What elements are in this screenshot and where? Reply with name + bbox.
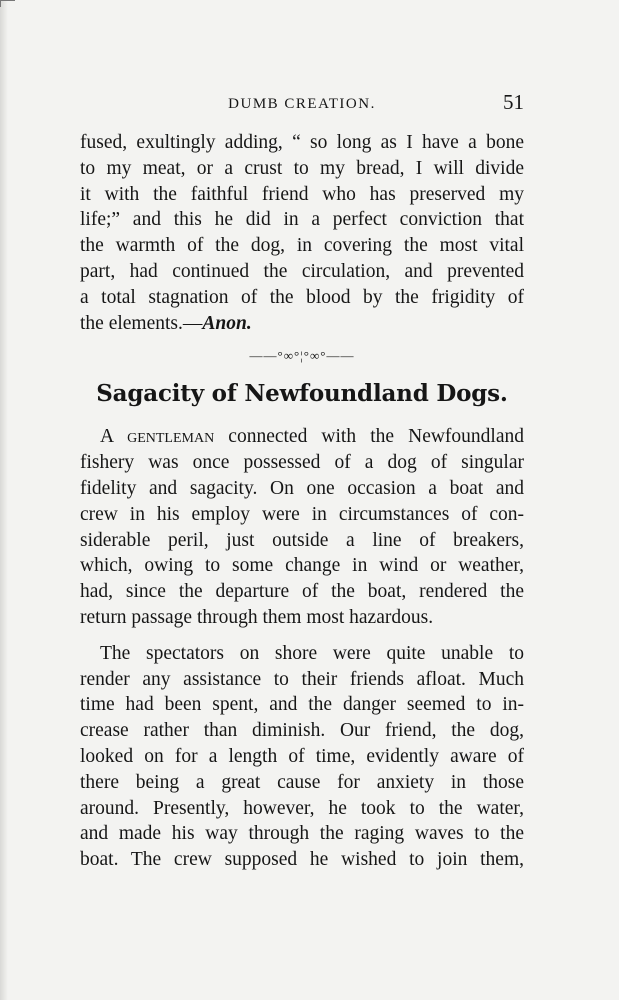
page-number: 51 bbox=[503, 90, 524, 114]
text-line: the warmth of the dog, in covering the most vital bbox=[80, 235, 524, 257]
section-divider-ornament: ——°∞°¦°∞°—— bbox=[249, 348, 355, 364]
text-line: life;” and this he did in a perfect conviction that bbox=[80, 209, 524, 231]
paragraph-gap bbox=[80, 631, 524, 641]
text-line: it with the faithful friend who has preserved my bbox=[80, 183, 524, 205]
text-line-end: the elements.— bbox=[80, 312, 203, 334]
small-caps-opening: A gentleman bbox=[100, 426, 215, 448]
text-line: around. Presently, however, he took to the water, bbox=[80, 797, 524, 819]
text-line: a total stagnation of the blood by the frigidity of bbox=[80, 286, 524, 308]
text-line: The spectators on shore were quite unable to bbox=[100, 642, 524, 664]
text-line: had, since the departure of the boat, rendered the bbox=[80, 581, 524, 603]
text-line: crease rather than diminish. Our friend, the dog, bbox=[80, 720, 524, 742]
corner-mark bbox=[0, 0, 15, 7]
text-line: and made his way through the raging waves to the bbox=[80, 823, 524, 845]
page-edge-shadow bbox=[0, 0, 8, 1000]
author-attribution: Anon. bbox=[202, 312, 252, 334]
text-line: to my meat, or a crust to my bread, I will divide bbox=[80, 157, 524, 179]
text-line: there being a great cause for anxiety in those bbox=[80, 771, 524, 793]
text-line: return passage through them most hazardous. bbox=[80, 606, 434, 628]
running-head: DUMB CREATION. bbox=[228, 96, 376, 112]
text-line: render any assistance to their friends afloat. Much bbox=[80, 668, 524, 690]
text-line-with-attribution bbox=[80, 311, 524, 337]
paragraph bbox=[80, 641, 524, 873]
text-line: siderable peril, just outside a line of breakers, bbox=[80, 529, 524, 551]
text-line: crew in his employ were in circumstances of con- bbox=[80, 503, 524, 525]
previous-passage-ending bbox=[80, 130, 524, 336]
text-line: looked on for a length of time, evidently aware of bbox=[80, 745, 524, 767]
text-line: boat. The crew supposed he wished to join them, bbox=[80, 849, 524, 871]
text-line: fused, exultingly adding, “ so long as I have a bone bbox=[80, 132, 524, 153]
text-line: fidelity and sagacity. On one occasion a boat and bbox=[80, 477, 524, 499]
paragraph bbox=[80, 424, 524, 630]
text-line: fishery was once possessed of a dog of singular bbox=[80, 452, 524, 474]
text-line: time had been spent, and the danger seemed to in- bbox=[80, 694, 524, 716]
page-header bbox=[80, 92, 524, 118]
paragraph-first-line bbox=[80, 424, 524, 450]
text-span: connected with the Newfoundland bbox=[214, 426, 524, 448]
section-title: Sagacity of Newfoundland Dogs. bbox=[96, 380, 508, 408]
text-line: part, had continued the circulation, and prevented bbox=[80, 260, 524, 282]
text-line: which, owing to some change in wind or weather, bbox=[80, 555, 524, 577]
page-body bbox=[80, 130, 524, 873]
